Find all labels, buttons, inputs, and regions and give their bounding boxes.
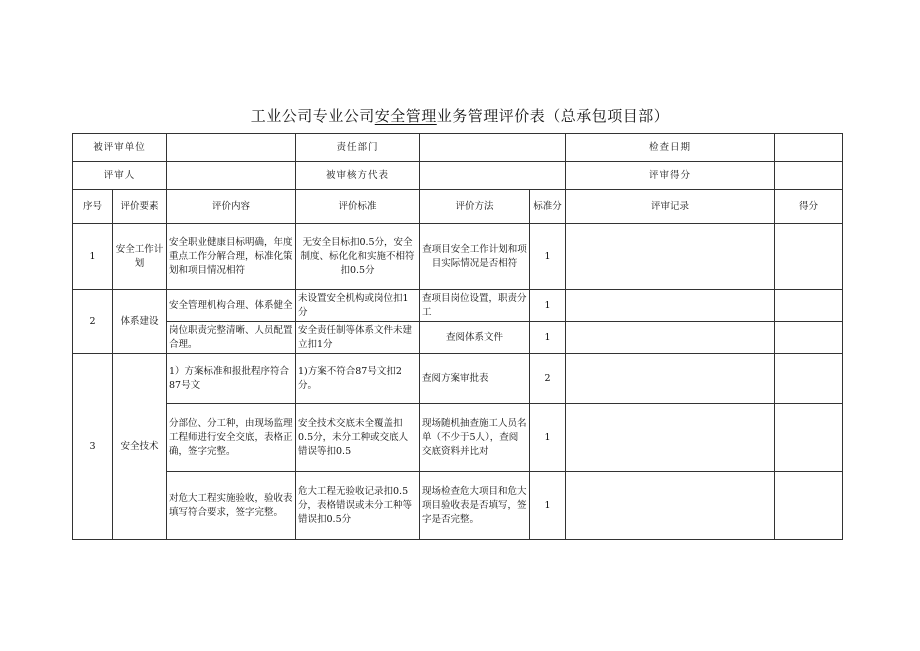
row-std-score: 1 xyxy=(530,224,566,290)
check-date-field[interactable] xyxy=(775,134,843,162)
evaluated-rep-label: 被审核方代表 xyxy=(296,162,420,190)
col-content: 评价内容 xyxy=(167,190,296,224)
row-content: 安全职业健康目标明确，年度重点工作分解合理，标准化策划和项目情况相符 xyxy=(167,224,296,290)
evaluation-table xyxy=(72,133,843,540)
row-std-score: 1 xyxy=(530,322,566,354)
row-standard: 危大工程无验收记录扣0.5分，表格错误或未分工种等错误扣0.5分 xyxy=(296,472,420,540)
row-std-score: 2 xyxy=(530,354,566,404)
row-method: 查阅体系文件 xyxy=(420,322,530,354)
table-row xyxy=(73,290,843,322)
header-row-2 xyxy=(73,162,843,190)
row-score-field[interactable] xyxy=(775,354,843,404)
row-score-field[interactable] xyxy=(775,472,843,540)
row-record-field[interactable] xyxy=(566,354,775,404)
row-standard: 未设置安全机构或岗位扣1分 xyxy=(296,290,420,322)
col-record: 评审记录 xyxy=(566,190,775,224)
row-content: 安全管理机构合理、体系健全 xyxy=(167,290,296,322)
row-record-field[interactable] xyxy=(566,472,775,540)
table-row xyxy=(73,354,843,404)
col-std-score: 标准分 xyxy=(530,190,566,224)
row-content: 对危大工程实施验收，验收表填写符合要求，签字完整。 xyxy=(167,472,296,540)
row-score-field[interactable] xyxy=(775,224,843,290)
row-element: 安全工作计划 xyxy=(113,224,167,290)
col-method: 评价方法 xyxy=(420,190,530,224)
score-field[interactable] xyxy=(775,162,843,190)
title-part-3: 业务管理评价表（总承包项目部） xyxy=(436,107,670,125)
row-std-score: 1 xyxy=(530,472,566,540)
col-standard: 评价标准 xyxy=(296,190,420,224)
row-score-field[interactable] xyxy=(775,322,843,354)
row-score-field[interactable] xyxy=(775,290,843,322)
row-standard: 安全责任制等体系文件未建立扣1分 xyxy=(296,322,420,354)
row-record-field[interactable] xyxy=(566,290,775,322)
check-date-label: 检查日期 xyxy=(566,134,775,162)
page-title xyxy=(0,105,920,126)
evaluator-field[interactable] xyxy=(167,162,296,190)
table-row xyxy=(73,404,843,472)
score-label: 评审得分 xyxy=(566,162,775,190)
row-content: 1）方案标准和报批程序符合87号文 xyxy=(167,354,296,404)
column-header-row xyxy=(73,190,843,224)
row-seq: 2 xyxy=(73,290,113,354)
row-method: 现场随机抽查施工人员名单（不少于5人），查阅交底资料并比对 xyxy=(420,404,530,472)
row-standard: 1)方案不符合87号文扣2分。 xyxy=(296,354,420,404)
evaluated-unit-field[interactable] xyxy=(167,134,296,162)
responsible-dept-label: 责任部门 xyxy=(296,134,420,162)
row-record-field[interactable] xyxy=(566,404,775,472)
title-part-1: 工业公司专业公司 xyxy=(250,107,375,125)
col-seq: 序号 xyxy=(73,190,113,224)
table-row xyxy=(73,472,843,540)
row-element: 安全技术 xyxy=(113,354,167,540)
responsible-dept-field[interactable] xyxy=(420,134,566,162)
evaluated-rep-field[interactable] xyxy=(420,162,566,190)
row-method: 现场检查危大项目和危大项目验收表是否填写，签字是否完整。 xyxy=(420,472,530,540)
table-row xyxy=(73,224,843,290)
row-content: 分部位、分工种，由现场监理工程师进行安全交底，表格正确，签字完整。 xyxy=(167,404,296,472)
evaluator-label: 评审人 xyxy=(73,162,167,190)
title-part-2: 安全管理 xyxy=(374,107,437,125)
row-element: 体系建设 xyxy=(113,290,167,354)
row-content: 岗位职责完整清晰、人员配置合理。 xyxy=(167,322,296,354)
row-std-score: 1 xyxy=(530,290,566,322)
col-element: 评价要素 xyxy=(113,190,167,224)
col-score: 得分 xyxy=(775,190,843,224)
row-standard: 安全技术交底未全覆盖扣0.5分，未分工种或交底人错误等扣0.5 xyxy=(296,404,420,472)
row-seq: 3 xyxy=(73,354,113,540)
evaluated-unit-label: 被评审单位 xyxy=(73,134,167,162)
row-record-field[interactable] xyxy=(566,322,775,354)
row-std-score: 1 xyxy=(530,404,566,472)
row-seq: 1 xyxy=(73,224,113,290)
row-method: 查阅方案审批表 xyxy=(420,354,530,404)
row-score-field[interactable] xyxy=(775,404,843,472)
row-standard: 无安全目标扣0.5分，安全制度、标化化和实施不相符扣0.5分 xyxy=(296,224,420,290)
row-method: 查项目岗位设置，职责分工 xyxy=(420,290,530,322)
table-row xyxy=(73,322,843,354)
row-record-field[interactable] xyxy=(566,224,775,290)
header-row-1 xyxy=(73,134,843,162)
row-method: 查项目安全工作计划和项目实际情况是否相符 xyxy=(420,224,530,290)
